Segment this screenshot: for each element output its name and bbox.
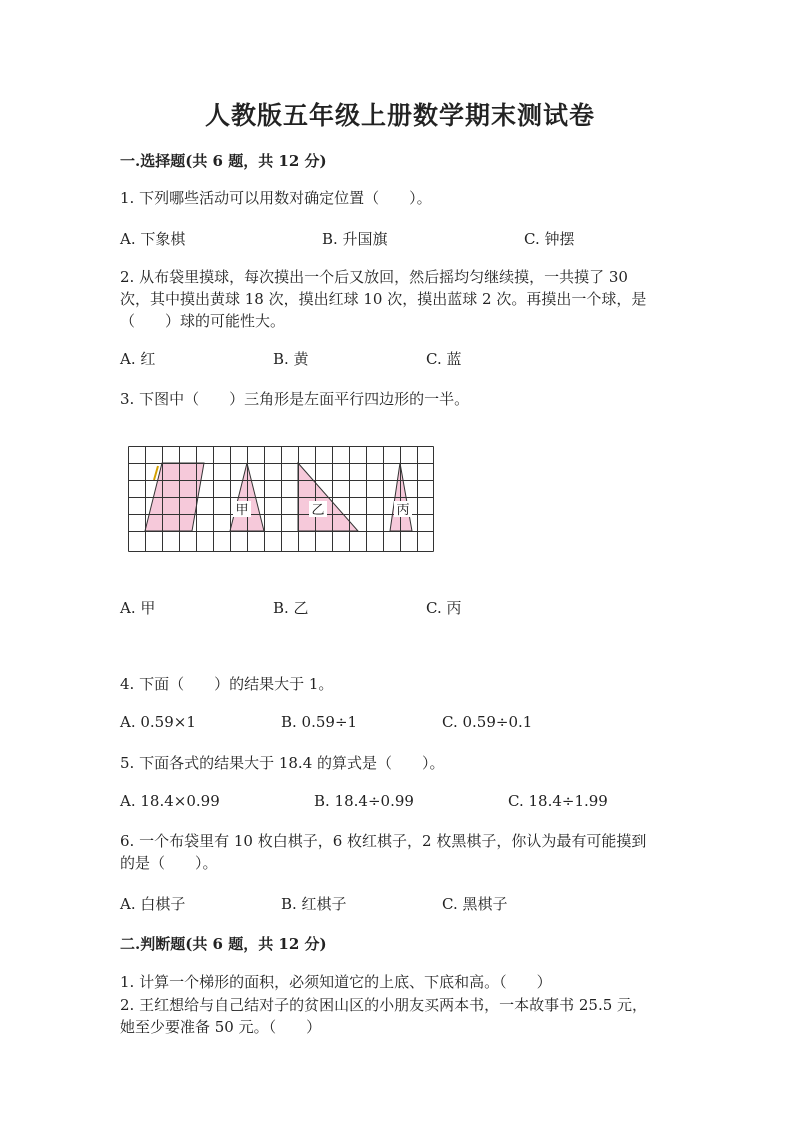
section-heading-choice: 一.选择题(共 6 题，共 12 分) [120, 152, 327, 170]
q3-option-b: B. 乙 [273, 599, 309, 617]
figure-label-jia: 甲 [235, 503, 249, 518]
q1-option-b: B. 升国旗 [322, 230, 388, 248]
judgment-question-2-line-1: 2. 王红想给与自己结对子的贫困山区的小朋友买两本书，一本故事书 25.5 元， [120, 996, 648, 1014]
q5-option-b: B. 18.4÷0.99 [314, 792, 414, 810]
q2-option-a: A. 红 [120, 350, 156, 368]
question-2-line-2: 次，其中摸出黄球 18 次，摸出红球 10 次，摸出蓝球 2 次。再摸出一个球，是 [120, 290, 647, 308]
judgment-question-2-line-2: 她至少要准备 50 元。（ ） [120, 1018, 322, 1036]
q5-option-c: C. 18.4÷1.99 [508, 792, 608, 810]
q3-option-c: C. 丙 [426, 599, 462, 617]
q1-option-c: C. 钟摆 [524, 230, 575, 248]
q4-option-a: A. 0.59×1 [120, 713, 196, 731]
q4-option-b: B. 0.59÷1 [281, 713, 358, 731]
figure-label-bing: 丙 [396, 503, 410, 518]
question-3: 3. 下图中（ ）三角形是左面平行四边形的一半。 [120, 390, 470, 408]
q2-option-b: B. 黄 [273, 350, 309, 368]
question-1: 1. 下列哪些活动可以用数对确定位置（ ）。 [120, 189, 432, 207]
question-2-line-3: （ ）球的可能性大。 [120, 312, 286, 330]
q3-option-a: A. 甲 [120, 599, 156, 617]
q6-option-a: A. 白棋子 [120, 895, 186, 913]
q6-option-b: B. 红棋子 [281, 895, 347, 913]
q4-option-c: C. 0.59÷0.1 [442, 713, 533, 731]
page-title: 人教版五年级上册数学期末测试卷 [204, 101, 595, 130]
question-6-line-2: 的是（ ）。 [120, 854, 218, 872]
q1-option-a: A. 下象棋 [120, 230, 186, 248]
question-5: 5. 下面各式的结果大于 18.4 的算式是（ ）。 [120, 754, 445, 772]
q6-option-c: C. 黑棋子 [442, 895, 508, 913]
height-marker [154, 466, 158, 480]
question-6-line-1: 6. 一个布袋里有 10 枚白棋子，6 枚红棋子，2 枚黑棋子，你认为最有可能摸到 [120, 832, 647, 850]
q5-option-a: A. 18.4×0.99 [120, 792, 220, 810]
q2-option-c: C. 蓝 [426, 350, 462, 368]
question-4: 4. 下面（ ）的结果大于 1。 [120, 675, 334, 693]
grid-figure [128, 446, 434, 552]
judgment-question-1: 1. 计算一个梯形的面积，必须知道它的上底、下底和高。（ ） [120, 973, 552, 991]
figure-label-yi: 乙 [311, 503, 325, 518]
question-2-line-1: 2. 从布袋里摸球，每次摸出一个后又放回，然后摇均匀继续摸，一共摸了 30 [120, 268, 628, 286]
section-heading-judgment: 二.判断题(共 6 题，共 12 分) [120, 935, 327, 953]
